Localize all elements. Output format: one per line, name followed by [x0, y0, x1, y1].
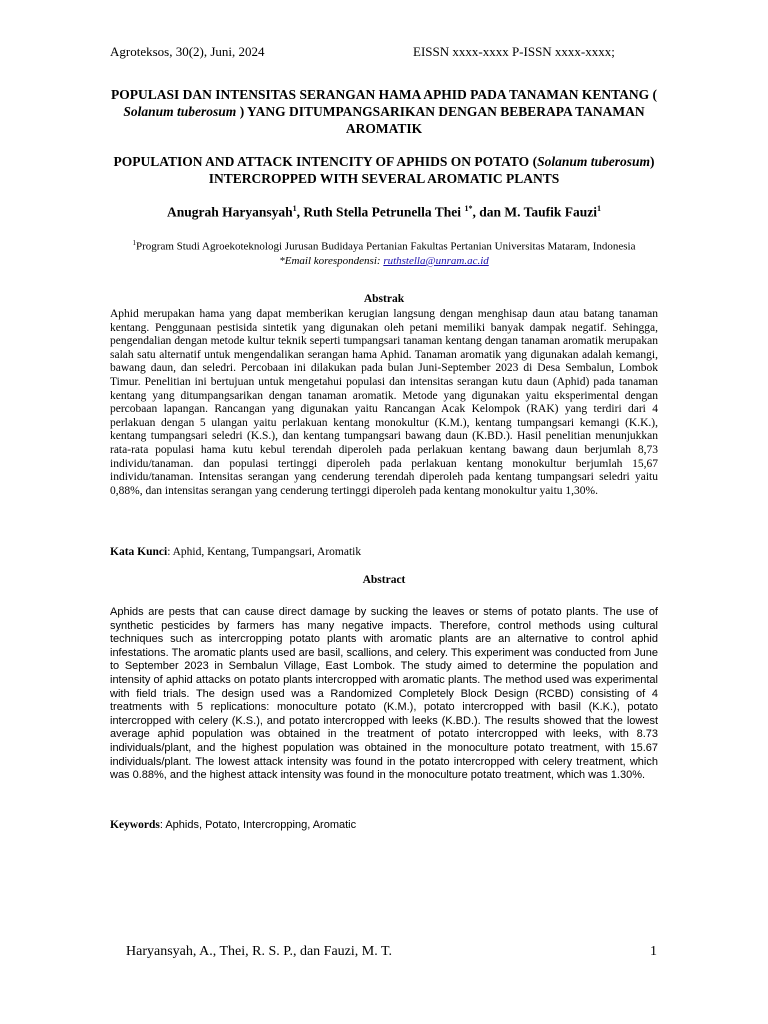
abstract-heading-id: Abstrak [363, 293, 405, 305]
species-name: Solanum tuberosum [123, 104, 237, 119]
title-indonesian: POPULASI DAN INTENSITAS SERANGAN HAMA APHID PADA TANAMAN KENTANG ( Solanum tuberosum ) YANG DITUMPANGSARIKAN DENGAN BEBERAPA TANAMAN AROMATIK [111, 87, 657, 136]
keywords-id: Kata Kunci: Aphid, Kentang, Tumpangsari, Aromatik [110, 546, 362, 558]
email-link[interactable]: ruthstella@unram.ac.id [383, 254, 489, 267]
journal-header: Agroteksos, 30(2), Juni, 2024 [110, 44, 265, 59]
correspondence-email: *Email korespondensi: ruthstella@unram.ac.id [279, 254, 489, 267]
abstract-text-en: Aphids are pests that can cause direct damage by sucking the leaves or stems of potato plants. The use of synthetic pesticides by farmers has many negative impacts. Therefore, control methods using cultural techniques such as intercropping potato plants with aromatic plants are an alternative to control aphid infestations. The aromatic plants used are basil, scallions, and celery. This experiment was conducted from June to September 2023 in Sembalun Village, East Lombok. The study aimed to determine the population and intensity of aphid attacks on potato plants intercropped with aromatic plants. The method used was experimental with field trials. The design used was a Randomized Completely Block Design (RCBD) consisting of 4 treatments with 5 replications: monoculture potato (K.M.), potato intercropped with basil (K.K.), potato intercropped with celery (K.S.), and potato intercropped with leeks (K.BD.). The results showed that the lowest average aphid population was obtained in the treatment of potato intercropped with leeks, with 8.73 individuals/plant, and the highest population was obtained in the monoculture potato treatment, with 15.67 individuals/plant. The lowest attack intensity was found in the potato intercropped with celery treatment, which was 0.88%, and the highest attack intensity was found in the monoculture potato treatment, which was 1.30%. [110, 606, 658, 782]
author-list: Anugrah Haryansyah$^1$, Ruth Stella Petrunella Thei $^{1*}$, dan M. Taufik Fauzi$^1$ [167, 204, 601, 220]
species-name: Solanum tuberosum [537, 154, 650, 169]
title-english: POPULATION AND ATTACK INTENCITY OF APHIDS ON POTATO (Solanum tuberosum) INTERCROPPED WITH SEVERAL AROMATIC PLANTS [113, 154, 655, 186]
affiliation: $^1$Program Studi Agroekoteknologi Jurusan Budidaya Pertanian Fakultas Pertanian Universitas Mataram, Indonesia *Email korespondensi: ruthstella@unram.ac.id [110, 236, 658, 268]
page-number: 1 [650, 944, 657, 959]
keywords-en: Keywords: Aphids, Potato, Intercropping, Aromatic [110, 819, 357, 831]
footer-citation: Haryansyah, A., Thei, R. S. P., dan Fauzi, M. T. [126, 944, 392, 959]
issn-header: EISSN xxxx-xxxx P-ISSN xxxx-xxxx; [413, 44, 615, 59]
abstract-heading-en: Abstract [362, 574, 406, 586]
abstract-text-id: Aphid merupakan hama yang dapat memberikan kerugian langsung dengan menghisap daun atau batang tanaman kentang. Penggunaan pestisida sintetik yang digunakan oleh petani memiliki banyak dampak negatif. Sehingga, pengendalian dengan metode kultur teknik seperti tumpangsari tanaman kentang dengan tanaman aromatik merupakan salah satu alternatif untuk mengendalikan serangan hama Aphid. Tanaman aromatik yang digunakan adalah kemangi, bawang daun, dan seledri. Percobaan ini dilakukan pada bulan Juni-September 2023 di Desa Sembalun, Lombok Timur. Penelitian ini bertujuan untuk mengetahui populasi dan intensitas serangan kutu daun (Aphid) pada tanaman kentang yang ditumpangsarikan dengan tanaman aromatik. Metode yang digunakan yaitu eksperimental dengan percobaan lapangan. Rancangan yang digunakan yaitu Rancangan Acak Kelompok (RAK) yang terdiri dari 4 perlakuan dengan 5 ulangan yaitu perlakuan kentang monokultur (K.M.), kentang tumpangsari kemangi (K.K.), kentang tumpangsari seledri (K.S.), dan kentang tumpangsari bawang daun (K.BD.). Hasil penelitian menunjukkan rata-rata populasi hama kutu kebul terendah diperoleh pada perlakuan kentang bawang daun berjumlah 8,73 individu/tanaman. dan populasi tertinggi diperoleh pada perlakuan kentang monokultur berjumlah 15,67 individu/tanaman. Intensitas serangan yang cenderung terendah diperoleh pada kentang tumpangsari seledri yaitu 0,88%, dan intensitas serangan yang cenderung tertinggi diperoleh pada kentang monokultur yaitu 1,30%. [110, 308, 658, 497]
